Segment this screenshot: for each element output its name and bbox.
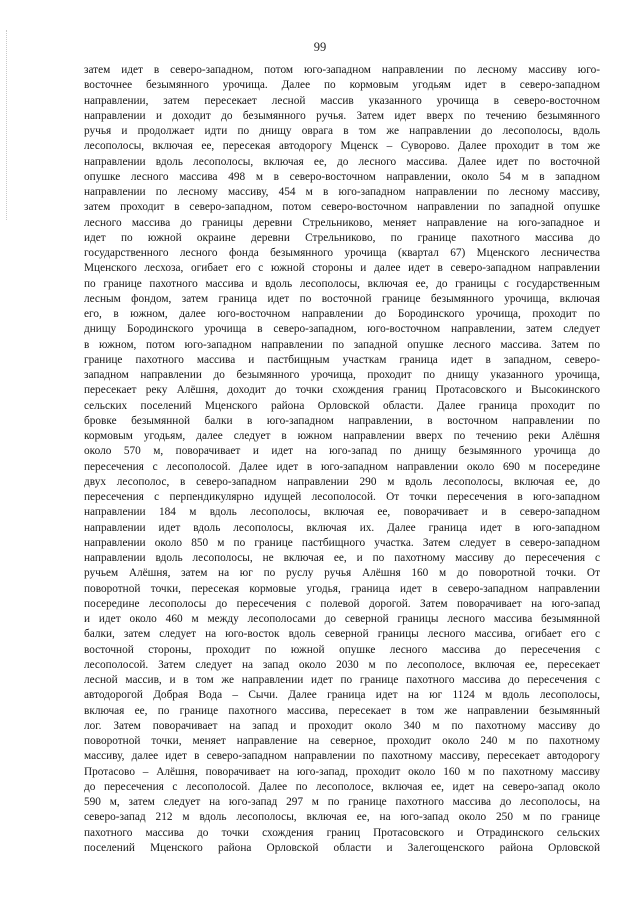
- text-line: западном направлении до безымянного урочища, проходит по днищу указанного урочища,: [84, 369, 600, 381]
- text-line: поворотной точки, меняет направление на северное, проходит около 240 м по пахотному: [84, 735, 600, 747]
- text-line: направлении 184 м вдоль лесополосы, включая ее, поворачивает и в северо-западном: [84, 506, 600, 519]
- text-line: сельских поселений Мценского района Орловской области. Далее граница проходит по: [84, 399, 600, 412]
- text-line: Протасово – Алёшня, поворачивает на юго-запад, проходит около 160 м по пахотному массиву: [84, 765, 600, 778]
- text-line: в южном, потом юго-западном направлении по западной опушке лесного массива. Затем по: [84, 338, 600, 351]
- text-line: включая ее, по границе пахотного массива, пересекает в том же направлении безымянный: [84, 704, 600, 717]
- scan-margin-marks: [6, 30, 9, 220]
- text-line: направлении по лесному массиву, 454 м в юго-западном направлении по лесному массиву,: [84, 186, 600, 198]
- text-line: пересечения с лесополосой. Далее идет в юго-западном направлении около 690 м посередине: [84, 460, 600, 473]
- text-line: идет по южной окраине деревни Стрельниково, по границе пахотного массива до: [84, 231, 600, 244]
- text-line: лог. Затем поворачивает на запад и проходит около 340 м по пахотному массиву до: [84, 719, 600, 732]
- body-text: [84, 63, 600, 856]
- text-line: направлении вдоль лесополосы, не включая ее, и по пахотному массиву до пересечения с: [84, 552, 600, 564]
- text-line: до пересечения с лесополосой. Далее по лесополосе, включая ее, идет на северо-запад около: [84, 780, 600, 793]
- text-line: направлении идет вдоль лесополосы, включая их. Далее граница идет в юго-западном: [84, 521, 600, 534]
- text-line: государственного лесного фонда безымянного урочища (квартал 67) Мценского лесничества: [84, 247, 600, 259]
- text-line: пересекает реку Алёшня, доходит до точки схождения границ Протасовского и Высокинского: [84, 384, 600, 397]
- text-line: поворотной точки, пересекая кормовые угодья, граница идет в северо-западном направлении: [84, 582, 600, 595]
- text-line: лесополосы, включая ее, пересекая автодорогу Мценск – Суворово. Далее проходит в том же: [84, 140, 600, 153]
- text-line: ручьем Алёшня, затем на юг по руслу ручья Алёшня 160 м до поворотной точки. От: [84, 567, 600, 580]
- text-line: кормовым угодьям, далее следует в южном направлении вверх по течению реки Алёшня: [84, 430, 600, 442]
- text-line: массиву, далее идет в северо-западном направлении по пахотному массиву, пересекает автодорогу: [84, 750, 600, 763]
- text-line: направлении и доходит до безымянного ручья. Затем идет вверх по течению безымянного: [84, 109, 600, 122]
- text-line: автодорогой Добрая Вода – Сычи. Далее граница идет на юг 1124 м вдоль лесополосы,: [84, 689, 600, 702]
- text-line: днищу Бородинского урочища в северо-западном, юго-восточном направлении, затем следует: [84, 323, 600, 336]
- text-line: пересечения с перпендикулярно идущей лесополосой. От точки пересечения в юго-западном: [84, 491, 600, 503]
- text-line: лесным фондом, затем граница идет по восточной границе безымянного урочища, включая: [84, 292, 600, 305]
- text-line: балки, затем следует на юго-восток вдоль северной границы лесного массива, огибает его с: [84, 628, 600, 641]
- text-line: Мценского лесхоза, огибает его с южной стороны и далее идет в северо-западном направлении: [84, 262, 600, 275]
- text-line: восточной стороны, проходит по южной опушке лесного массива до пересечения с: [84, 643, 600, 656]
- text-line: 590 м, затем следует на юго-запад 297 м по границе пахотного массива до лесополосы, на: [84, 796, 600, 808]
- text-line: около 570 м, поворачивает и идет на юго-запад по днищу безымянного урочища до: [84, 445, 600, 458]
- page-number: 99: [313, 40, 327, 54]
- text-line: направлении около 850 м по границе пастбищного участка. Затем следует в северо-западном: [84, 536, 600, 549]
- text-line: затем проходит в северо-западном, потом северо-восточном направлении по западной опушке: [84, 201, 600, 214]
- text-line: пахотного массива до точки схождения границ Протасовского и Отрадинского сельских: [84, 826, 600, 839]
- text-line: бровке безымянной балки в юго-западном направлении, в восточном направлении по: [84, 414, 600, 427]
- text-line: и идет около 460 м между лесополосами до северной границы лесного массива безымянной: [84, 613, 600, 625]
- text-line: посередине лесополосы до пересечения с полевой дорогой. Затем поворачивает на юго-запад: [84, 597, 600, 610]
- text-line: направлении вдоль лесополосы, включая ее, до лесного массива. Далее идет по восточной: [84, 155, 600, 168]
- text-line: ручья и продолжает идти по днищу оврага в том же направлении до лесополосы, вдоль: [84, 125, 600, 137]
- text-line: направлении, затем пересекает лесной массив указанного урочища в северо-восточном: [84, 94, 600, 107]
- text-line: опушке лесного массива 498 м в северо-восточном направлении, около 54 м в западном: [84, 170, 600, 183]
- text-line: лесного массива до границы деревни Стрельниково, меняет направление на юго-западное и: [84, 216, 600, 229]
- text-line: двух лесополос, в северо-западном направлении 290 м вдоль лесополосы, включая ее, до: [84, 475, 600, 488]
- text-line: восточнее безымянного урочища. Далее по кормовым угодьям идет в северо-западном: [84, 79, 600, 92]
- text-line: границе пахотного массива и пастбищным участкам граница идет в западном, северо-: [84, 353, 600, 366]
- text-line: затем идет в северо-западном, потом юго-западном направлении по лесному массиву юго-: [84, 64, 600, 76]
- text-line: лесополосой. Затем следует на запад около 2030 м по лесополосе, включая ее, пересекает: [84, 658, 600, 671]
- text-line: его, в южном, далее юго-восточном направлении до Бородинского урочища, проходит по: [84, 308, 600, 320]
- text-line: поселений Мценского района Орловской области и Залегощенского района Орловской: [84, 841, 600, 854]
- text-line: по границе пахотного массива и вдоль лесополосы, включая ее, до границы с государственным: [84, 277, 600, 290]
- text-line: лесной массив, и в том же направлении идет по границе пахотного массива до пересечения с: [84, 674, 600, 686]
- text-line: северо-запад 212 м вдоль лесополосы, включая ее, на юго-запад около 250 м по границе: [84, 811, 600, 824]
